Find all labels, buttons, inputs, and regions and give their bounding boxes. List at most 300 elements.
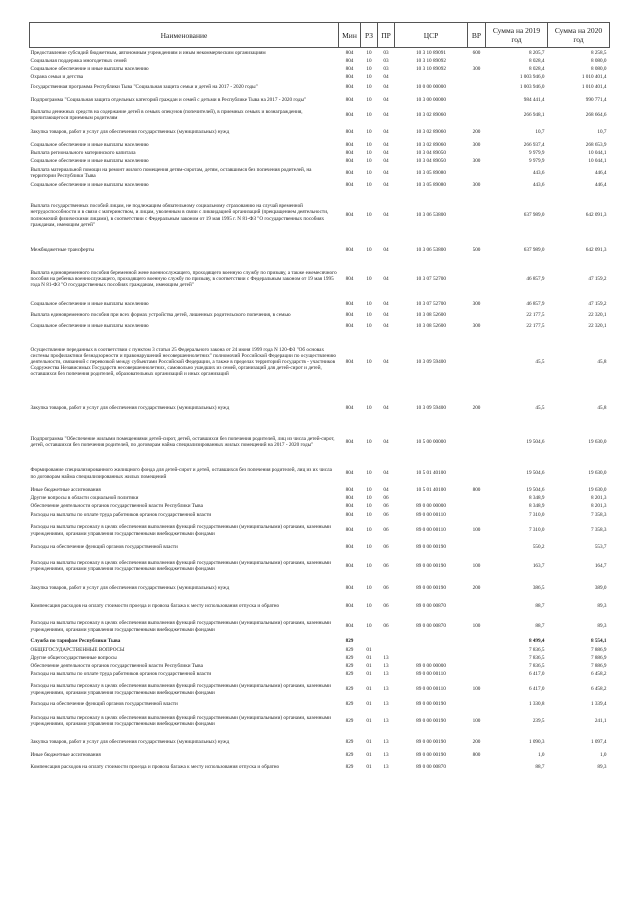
row-pr: 04 — [383, 181, 389, 188]
row-sum-2019: 1 003 946,0 — [519, 74, 545, 81]
table-row — [30, 701, 610, 709]
row-sum-2020: 389,0 — [594, 584, 607, 591]
row-sum-2020: 7 886,9 — [590, 655, 607, 662]
row-sum-2020: 89,3 — [597, 602, 607, 609]
table-row — [30, 663, 610, 671]
row-vr: 200 — [472, 405, 481, 412]
row-min: 804 — [345, 158, 354, 165]
row-vr: 800 — [472, 752, 481, 759]
row-pr: 04 — [383, 470, 389, 477]
row-name: Выплата единовременного пособия беременной жене военнослужащего, проходящего военную службу по призыву, а также ежемесячного пособия на ребенка военнослужащего, проходящего военную службу по призыву, в соответствии с Федеральным законом от 19 мая 1995 года N 81-ФЗ "О государственных пособиях гражданам, имеющим детей" — [30, 269, 337, 289]
row-sum-2020: 268 653,9 — [585, 141, 607, 148]
row-sum-2019: 7 310,0 — [528, 511, 545, 518]
row-pr: 06 — [383, 495, 389, 502]
row-min: 829 — [345, 671, 354, 678]
table-row — [30, 520, 610, 542]
row-sum-2019: 7 310,0 — [528, 527, 545, 534]
row-rz: 01 — [366, 738, 372, 745]
row-min: 804 — [345, 74, 354, 81]
row-min: 829 — [345, 638, 354, 645]
row-name: Формирование специализированного жилищного фонда для детей-сирот и детей, оставшихся без попечения родителей, лиц из их числа по договорам найма специализированных жилых помещений — [30, 467, 332, 480]
row-name: Компенсация расходов на оплату стоимости проезда и провоза багажа к месту использования отпуска и обратно — [30, 763, 280, 770]
table-row — [30, 511, 610, 520]
row-rz: 01 — [366, 646, 372, 653]
row-sum-2020: 8 554,1 — [590, 638, 607, 645]
table-row — [30, 487, 610, 495]
row-min: 829 — [345, 686, 354, 693]
row-sum-2020: 7 886,9 — [590, 663, 607, 670]
row-csr: 10 3 02 89060 — [416, 128, 446, 135]
row-sum-2019: 19 504,6 — [526, 487, 545, 494]
row-rz: 10 — [366, 96, 372, 103]
row-pr: 04 — [383, 311, 389, 318]
row-name: Иные бюджетные ассигнования — [30, 752, 101, 759]
row-sum-2020: 6 458,2 — [590, 686, 607, 693]
row-name: Расходы на выплаты по оплате труда работников органов государственной власти — [30, 511, 212, 518]
header-vr: ВР — [468, 23, 486, 48]
row-sum-2020: 22 320,1 — [588, 311, 607, 318]
row-name: Предоставление субсидий бюджетным, автономным учреждениям и иным некоммерческим организациям — [30, 49, 266, 56]
row-rz: 10 — [366, 300, 372, 307]
row-name: Расходы на выплаты персоналу в целях обеспечения выполнения функций государственными (муниципальными) органами, казенными учреждениями, органами управления государственными внебюджетными фондами — [30, 559, 331, 572]
row-min: 804 — [345, 405, 354, 412]
row-sum-2019: 8 499,4 — [528, 638, 545, 645]
row-csr: 89 0 00 00190 — [416, 717, 446, 724]
row-min: 829 — [345, 717, 354, 724]
row-pr: 04 — [383, 246, 389, 253]
row-min: 804 — [345, 275, 354, 282]
row-csr: 10 3 00 00000 — [416, 96, 446, 103]
table-row — [30, 158, 610, 166]
table-row — [30, 242, 610, 259]
row-name: Закупка товаров, работ и услуг для обеспечения государственных (муниципальных) нужд — [30, 405, 230, 412]
row-vr: 100 — [472, 623, 481, 630]
row-vr: 300 — [472, 322, 481, 329]
row-vr — [468, 190, 486, 242]
row-csr: 89 0 00 00870 — [416, 623, 446, 630]
table-row — [30, 66, 610, 74]
row-sum-2019: 19 504,6 — [526, 470, 545, 477]
row-name: Другие вопросы в области социальной политики — [30, 495, 139, 502]
row-rz: 10 — [366, 141, 372, 148]
table-row — [30, 166, 610, 181]
row-sum-2019: 984 441,4 — [523, 96, 545, 103]
row-sum-2019: 8 205,7 — [528, 49, 545, 56]
row-rz: 01 — [366, 671, 372, 678]
row-rz: 10 — [366, 49, 372, 56]
row-min: 804 — [345, 470, 354, 477]
row-name: Межбюджетные трансферты — [30, 246, 95, 253]
row-min: 804 — [345, 623, 354, 630]
row-sum-2020: 19 630,0 — [588, 487, 607, 494]
row-sum-2019: 163,7 — [532, 562, 545, 569]
row-pr: 04 — [383, 405, 389, 412]
row-csr: 89 0 00 00110 — [416, 671, 446, 678]
row-sum-2019: 9 979,9 — [528, 158, 545, 165]
row-name: Социальное обеспечение и иные выплаты населению — [30, 141, 149, 148]
table-row — [30, 94, 610, 107]
row-vr — [468, 542, 486, 553]
row-sum-2020: 990 771,4 — [585, 96, 607, 103]
row-min: 829 — [345, 752, 354, 759]
row-vr: 500 — [472, 246, 481, 253]
row-vr: 100 — [472, 717, 481, 724]
row-sum-2020: 642 091,3 — [585, 246, 607, 253]
header-sum-2019: Сумма на 2019 год — [486, 23, 548, 48]
row-rz: 10 — [366, 275, 372, 282]
row-vr — [468, 107, 486, 124]
row-pr: 04 — [383, 212, 389, 219]
row-vr — [468, 74, 486, 82]
row-pr: 04 — [383, 111, 389, 118]
table-row — [30, 150, 610, 158]
table-row — [30, 309, 610, 322]
row-name: Осуществление переданных в соответствии с пунктом 3 статьи 25 Федерального закона от 24 июня 1999 года N 120-ФЗ "Об основах системы профилактики безнадзорности и правонарушений несовершеннолетних" полномочий Российской Федерации по осуществлению деятельности, связанной с перевозкой между субъектами Российской Федерации, а также в пределах территорий государств - участников Содружества Независимых Государств несовершеннолетних, самовольно ушедших из семей, организаций для детей-сирот и детей, оставшихся без попечения родителей, образовательных организаций и иных организаций — [30, 346, 337, 378]
row-min: 804 — [345, 128, 354, 135]
row-csr: 10 3 04 89050 — [416, 158, 446, 165]
row-min: 804 — [345, 141, 354, 148]
row-rz: 10 — [366, 584, 372, 591]
row-pr: 13 — [383, 738, 389, 745]
row-csr: 10 5 00 00000 — [416, 438, 446, 445]
row-name: Государственная программа Республики Тыва "Социальная защита семьи и детей на 2017 - 2020 годы" — [30, 84, 258, 91]
row-rz: 10 — [366, 562, 372, 569]
row-csr — [395, 74, 468, 82]
table-row — [30, 761, 610, 774]
row-min: 804 — [345, 212, 354, 219]
row-pr: 04 — [383, 84, 389, 91]
row-name: Социальное обеспечение и иные выплаты населению — [30, 181, 149, 188]
row-vr: 600 — [472, 49, 481, 56]
header-rz: РЗ — [361, 23, 378, 48]
row-pr: 13 — [383, 686, 389, 693]
table-row — [30, 424, 610, 461]
row-sum-2020: 8 258,5 — [590, 49, 607, 56]
row-csr: 89 0 00 00190 — [416, 584, 446, 591]
row-min: 804 — [345, 358, 354, 365]
row-csr: 10 3 05 89080 — [416, 181, 446, 188]
row-rz: 10 — [366, 311, 372, 318]
row-vr — [468, 58, 486, 66]
row-rz: 10 — [366, 212, 372, 219]
table-row — [30, 107, 610, 124]
row-name: Расходы на обеспечение функций органов государственной власти — [30, 543, 178, 550]
row-sum-2020: 1 339,4 — [590, 701, 607, 708]
row-sum-2020: 89,3 — [597, 763, 607, 770]
table-row — [30, 461, 610, 487]
row-rz: 10 — [366, 543, 372, 550]
table-row — [30, 542, 610, 553]
row-sum-2020: 45,8 — [597, 358, 607, 365]
row-pr: 06 — [383, 562, 389, 569]
row-min: 804 — [345, 300, 354, 307]
row-pr: 06 — [383, 503, 389, 510]
table-row — [30, 394, 610, 424]
row-sum-2020: 10 044,1 — [588, 150, 607, 157]
row-csr: 89 0 00 00110 — [416, 686, 446, 693]
table-row — [30, 331, 610, 394]
row-pr: 03 — [383, 66, 389, 73]
row-csr: 10 3 06 53800 — [416, 246, 446, 253]
table-row — [30, 322, 610, 331]
row-rz: 10 — [366, 470, 372, 477]
row-csr: 10 3 08 52600 — [416, 311, 446, 318]
row-name: Расходы на выплаты персоналу в целях обеспечения выполнения функций государственными (муниципальными) органами, казенными учреждениями, органами управления государственными внебюджетными фондами — [30, 620, 331, 633]
row-csr: 89 0 00 00870 — [416, 602, 446, 609]
row-vr: 300 — [472, 300, 481, 307]
row-sum-2020: 8 201,3 — [590, 503, 607, 510]
row-name: Социальное обеспечение и иные выплаты населению — [30, 158, 149, 165]
table-row — [30, 495, 610, 503]
row-csr: 10 3 10 89092 — [416, 66, 446, 73]
row-vr — [468, 511, 486, 520]
row-vr — [468, 761, 486, 774]
row-min: 829 — [345, 655, 354, 662]
row-sum-2019: 88,7 — [535, 602, 545, 609]
row-sum-2020: 10 044,1 — [588, 158, 607, 165]
row-rz: 10 — [366, 169, 372, 176]
row-pr — [378, 646, 395, 655]
row-csr: 89 0 00 00000 — [416, 503, 446, 510]
row-vr: 200 — [472, 128, 481, 135]
row-vr — [468, 701, 486, 709]
table-row — [30, 734, 610, 751]
row-name: Расходы на выплаты по оплате труда работников органов государственной власти — [30, 671, 212, 678]
row-csr — [395, 495, 468, 503]
row-pr: 04 — [383, 487, 389, 494]
row-sum-2019: 8 028,4 — [528, 58, 545, 65]
table-header-row — [30, 23, 610, 48]
row-csr: 89 0 00 00190 — [416, 701, 446, 708]
row-name: Выплата материальной помощи на ремонт жилого помещения детям-сиротам, детям, оставшимся без попечения родителей, на территории Республики Тыва — [30, 166, 312, 179]
row-min: 804 — [345, 487, 354, 494]
row-sum-2019: 8 028,4 — [528, 66, 545, 73]
row-sum-2020: 22 320,1 — [588, 322, 607, 329]
row-vr — [468, 331, 486, 394]
row-name: Расходы на выплаты персоналу в целях обеспечения выполнения функций государственными (муниципальными) органами, казенными учреждениями, органами управления государственными внебюджетными фондами — [30, 683, 331, 696]
row-sum-2020: 7 358,3 — [590, 527, 607, 534]
row-pr: 03 — [383, 58, 389, 65]
row-sum-2020: 1,0 — [600, 752, 607, 759]
row-vr — [468, 503, 486, 511]
row-rz: 10 — [366, 527, 372, 534]
row-csr: 10 3 10 89092 — [416, 58, 446, 65]
row-vr: 800 — [472, 487, 481, 494]
row-sum-2020: 164,7 — [594, 562, 607, 569]
row-sum-2019: 550,2 — [532, 543, 545, 550]
row-min: 804 — [345, 562, 354, 569]
row-min: 804 — [345, 495, 354, 502]
row-min: 804 — [345, 181, 354, 188]
table-row — [30, 580, 610, 597]
row-min: 829 — [345, 701, 354, 708]
row-vr — [468, 166, 486, 181]
row-name: ОБЩЕГОСУДАРСТВЕННЫЕ ВОПРОСЫ — [30, 646, 125, 653]
row-csr — [395, 646, 468, 655]
row-pr: 04 — [383, 141, 389, 148]
row-sum-2020: 19 630,0 — [588, 438, 607, 445]
row-pr: 04 — [383, 300, 389, 307]
row-pr: 13 — [383, 763, 389, 770]
row-pr: 04 — [383, 158, 389, 165]
row-rz: 01 — [366, 701, 372, 708]
row-min: 804 — [345, 527, 354, 534]
row-sum-2019: 443,6 — [532, 181, 545, 188]
row-sum-2019: 266 948,1 — [523, 111, 545, 118]
row-rz: 01 — [366, 663, 372, 670]
row-rz: 01 — [366, 686, 372, 693]
row-sum-2020: 1 097,4 — [590, 738, 607, 745]
row-sum-2020: 446,4 — [594, 181, 607, 188]
row-min: 804 — [345, 150, 354, 157]
row-sum-2020: 7 358,3 — [590, 511, 607, 518]
row-rz: 10 — [366, 158, 372, 165]
row-sum-2020: 89,3 — [597, 623, 607, 630]
row-pr: 13 — [383, 752, 389, 759]
row-pr: 06 — [383, 527, 389, 534]
table-row — [30, 503, 610, 511]
row-rz: 01 — [366, 717, 372, 724]
row-min: 829 — [345, 663, 354, 670]
row-csr: 10 3 05 89080 — [416, 169, 446, 176]
row-rz: 01 — [366, 752, 372, 759]
row-min: 829 — [345, 738, 354, 745]
row-name: Выплата государственных пособий лицам, не подлежащим обязательному социальному страхованию на случай временной нетрудоспособности и в связи с материнством, и лицам, уволенным в связи с ликвидацией организаций (прекращением деятельности, полномочий физическими лицами), в соответствии с Федеральным законом от 19 мая 1995 г. N 81-ФЗ "О государственных пособиях гражданам, имеющим детей" — [30, 203, 329, 228]
row-vr — [468, 309, 486, 322]
table-row — [30, 616, 610, 638]
row-rz: 01 — [366, 655, 372, 662]
row-sum-2020: 241,1 — [594, 717, 607, 724]
table-body — [30, 48, 610, 774]
row-rz: 10 — [366, 487, 372, 494]
row-vr — [468, 150, 486, 158]
row-pr: 06 — [383, 543, 389, 550]
row-rz: 10 — [366, 438, 372, 445]
row-min: 804 — [345, 311, 354, 318]
row-sum-2020: 7 886,9 — [590, 646, 607, 653]
row-csr: 10 3 10 89091 — [416, 49, 446, 56]
row-rz — [361, 638, 378, 646]
row-name: Другие общегосударственные вопросы — [30, 655, 117, 662]
row-sum-2019: 22 177,5 — [526, 311, 545, 318]
row-csr: 89 0 00 00870 — [416, 763, 446, 770]
row-sum-2020: 45,8 — [597, 405, 607, 412]
header-csr: ЦСР — [395, 23, 468, 48]
row-pr: 13 — [383, 701, 389, 708]
row-csr: 10 3 02 89060 — [416, 141, 446, 148]
row-csr: 89 0 00 00110 — [416, 527, 446, 534]
row-csr: 10 3 07 52700 — [416, 275, 446, 282]
row-name: Социальная поддержка многодетных семей — [30, 58, 127, 65]
row-rz: 10 — [366, 358, 372, 365]
row-rz: 10 — [366, 66, 372, 73]
header-name: Наименование — [30, 23, 339, 48]
budget-table-page — [29, 22, 609, 774]
row-name: Служба по тарифам Республики Тыва — [30, 638, 121, 645]
row-pr: 04 — [383, 169, 389, 176]
table-row — [30, 679, 610, 701]
row-vr: 200 — [472, 738, 481, 745]
row-rz: 10 — [366, 128, 372, 135]
row-rz: 10 — [366, 495, 372, 502]
row-sum-2020: 47 159,2 — [588, 275, 607, 282]
row-min: 829 — [345, 646, 354, 653]
table-row — [30, 190, 610, 242]
row-vr — [468, 259, 486, 300]
row-pr: 13 — [383, 717, 389, 724]
row-name: Выплата единовременного пособия при всех формах устройства детей, лишенных родительского попечения, в семью — [30, 311, 291, 318]
table-row — [30, 181, 610, 190]
row-vr — [468, 655, 486, 663]
row-sum-2019: 6 417,0 — [528, 671, 545, 678]
row-sum-2019: 7 836,5 — [528, 646, 545, 653]
row-csr: 10 0 00 00000 — [416, 84, 446, 91]
row-sum-2019: 266 937,4 — [523, 141, 545, 148]
row-name: Социальное обеспечение и иные выплаты населению — [30, 300, 149, 307]
row-sum-2019: 7 836,5 — [528, 663, 545, 670]
row-sum-2020: 19 630,0 — [588, 470, 607, 477]
row-pr: 06 — [383, 602, 389, 609]
row-sum-2020: 47 159,2 — [588, 300, 607, 307]
row-sum-2019: 8 348,9 — [528, 503, 545, 510]
row-min: 804 — [345, 543, 354, 550]
row-min: 804 — [345, 503, 354, 510]
row-sum-2019: 45,5 — [535, 358, 545, 365]
row-min: 804 — [345, 169, 354, 176]
table-row — [30, 751, 610, 761]
row-name: Закупка товаров, работ и услуг для обеспечения государственных (муниципальных) нужд — [30, 738, 230, 745]
row-name: Охрана семьи и детства — [30, 74, 84, 81]
row-sum-2020: 6 458,2 — [590, 671, 607, 678]
row-name: Закупка товаров, работ и услуг для обеспечения государственных (муниципальных) нужд — [30, 584, 230, 591]
row-sum-2019: 637 989,0 — [523, 246, 545, 253]
row-csr: 89 0 00 00000 — [416, 663, 446, 670]
row-sum-2019: 46 857,9 — [526, 275, 545, 282]
header-min: Мин — [339, 23, 361, 48]
row-name: Подпрограмма "Социальная защита отдельных категорий граждан и семей с детьми в Республике Тыва на 2017 - 2020 годы" — [30, 96, 307, 103]
row-pr: 06 — [383, 511, 389, 518]
row-vr — [468, 671, 486, 679]
row-rz: 10 — [366, 111, 372, 118]
row-csr: 10 3 09 59400 — [416, 405, 446, 412]
row-name: Социальное обеспечение и иные выплаты населению — [30, 322, 149, 329]
table-row — [30, 553, 610, 580]
row-sum-2019: 22 177,5 — [526, 322, 545, 329]
row-sum-2020: 642 091,3 — [585, 212, 607, 219]
row-min: 804 — [345, 322, 354, 329]
row-sum-2020: 268 664,6 — [585, 111, 607, 118]
table-row — [30, 709, 610, 734]
row-csr: 10 5 01 40100 — [416, 487, 446, 494]
row-name: Компенсация расходов на оплату стоимости проезда и провоза багажа к месту использования отпуска и обратно — [30, 602, 280, 609]
row-rz: 10 — [366, 58, 372, 65]
row-csr: 89 0 00 00190 — [416, 543, 446, 550]
row-sum-2020: 8 080,0 — [590, 66, 607, 73]
row-rz: 10 — [366, 84, 372, 91]
row-rz: 10 — [366, 602, 372, 609]
row-vr — [468, 663, 486, 671]
row-pr: 04 — [383, 438, 389, 445]
row-vr: 300 — [472, 181, 481, 188]
row-min: 804 — [345, 58, 354, 65]
row-csr: 10 3 04 89050 — [416, 150, 446, 157]
row-vr — [468, 94, 486, 107]
row-min: 804 — [345, 111, 354, 118]
header-pr: ПР — [378, 23, 395, 48]
row-min: 804 — [345, 584, 354, 591]
row-name: Расходы на выплаты персоналу в целях обеспечения выполнения функций государственными (муниципальными) органами, казенными учреждениями, органами управления государственными внебюджетными фондами — [30, 524, 331, 537]
row-sum-2019: 1 330,8 — [528, 701, 545, 708]
